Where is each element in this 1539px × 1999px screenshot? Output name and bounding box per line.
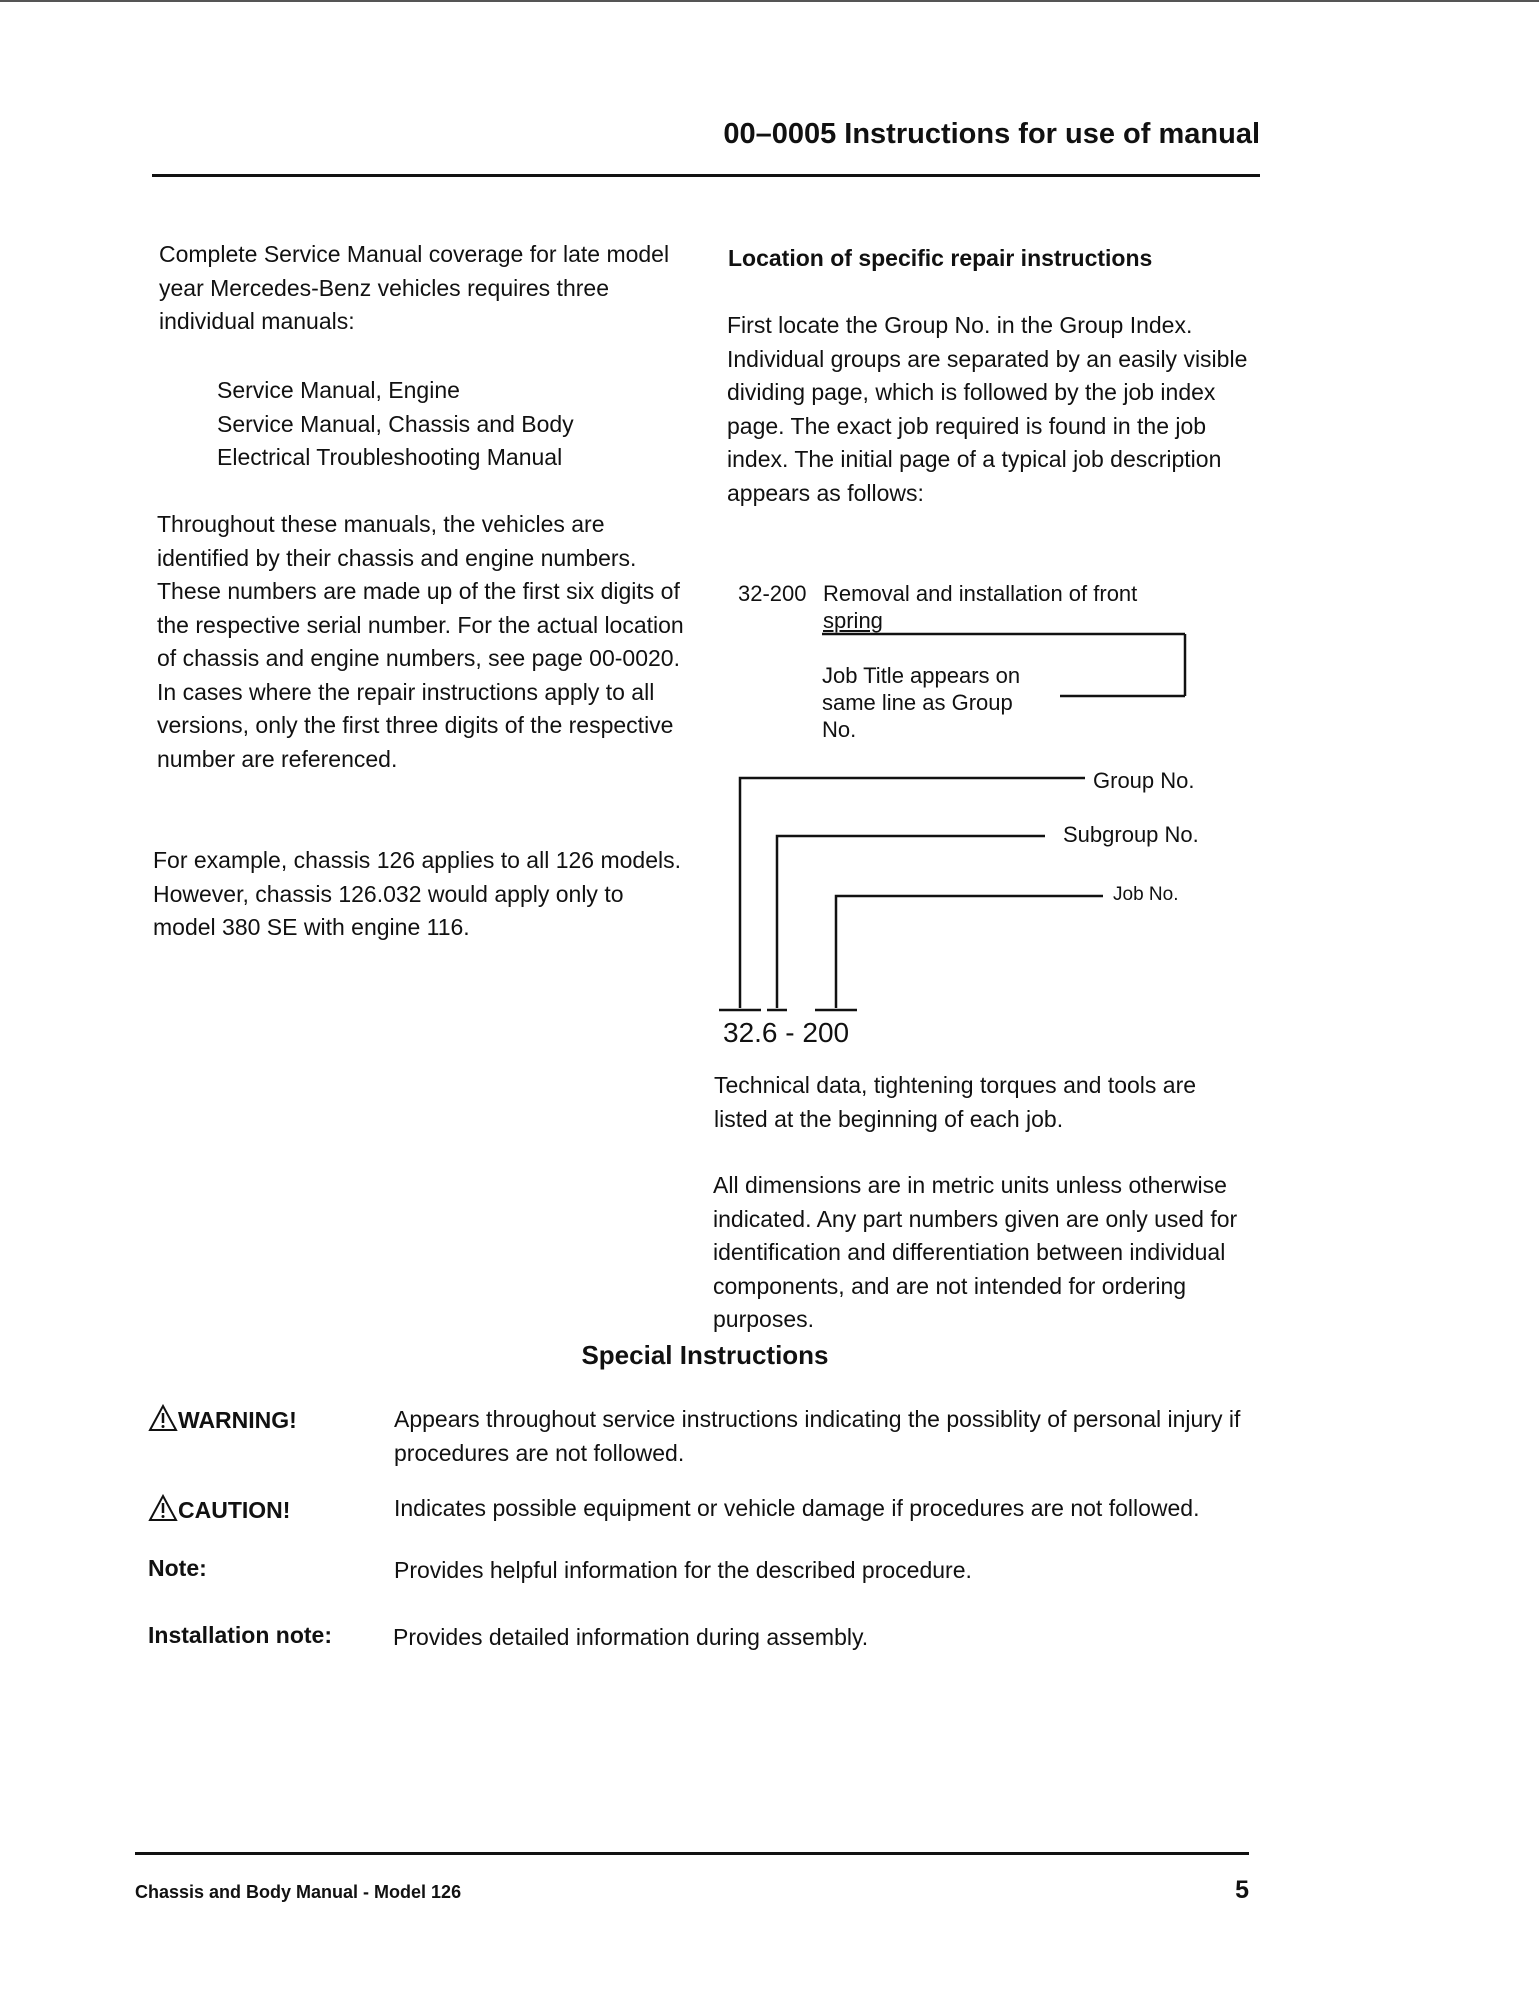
warning-triangle-icon	[148, 1404, 178, 1432]
header-divider	[152, 174, 1260, 177]
manual-list	[217, 374, 677, 475]
example-paragraph: For example, chassis 126 applies to all 126 models. However, chassis 126.032 would apply only to model 380 SE with engine 116.	[153, 847, 682, 940]
note-description: Provides helpful information for the described procedure.	[394, 1557, 972, 1583]
diagram-job-title-line: spring	[823, 608, 883, 633]
caution-label	[148, 1494, 290, 1524]
diagram-job-number: 32-200	[738, 581, 807, 606]
footer-divider	[135, 1852, 1249, 1855]
subgroup-leader-line	[777, 836, 1045, 1008]
caution-label-text: CAUTION!	[178, 1497, 291, 1523]
locate-paragraph: First locate the Group No. in the Group Index. Individual groups are separated by an easily visible dividing page, which is followed by the job index page. The exact job required is found in the job index. The initial page of a typical job description appears as follows:	[727, 312, 1248, 506]
manual-list-item: Service Manual, Chassis and Body	[217, 410, 574, 437]
diagram-callout-text: Job Title appears on same line as Group No.	[822, 663, 1021, 742]
manual-list-item: Electrical Troubleshooting Manual	[217, 444, 563, 470]
warning-triangle-icon	[148, 1494, 178, 1522]
page-number: 5	[1235, 1876, 1249, 1904]
diagram-subgroup-label: Subgroup No.	[1063, 822, 1199, 847]
page-title: 00–0005 Instructions for use of manual	[723, 118, 1260, 150]
diagram-job-title-line: Removal and installation of front	[823, 581, 1138, 606]
page-border	[0, 0, 1539, 2]
footer-manual-name: Chassis and Body Manual - Model 126	[135, 1882, 462, 1902]
dimensions-paragraph: All dimensions are in metric units unless otherwise indicated. Any part numbers given are only used for identification and differentiation between individual components, and are not intended for ordering purposes.	[713, 1172, 1238, 1332]
note-label: Note:	[148, 1555, 207, 1581]
warning-description: Appears throughout service instructions indicating the possiblity of personal injury if procedures are not followed.	[394, 1406, 1241, 1466]
section-heading: Location of specific repair instructions	[728, 245, 1153, 271]
job-leader-line	[836, 896, 1103, 1008]
diagram-example-number: 32.6 - 200	[723, 1017, 850, 1048]
diagram-group-label: Group No.	[1093, 768, 1195, 793]
manual-list-item: Service Manual, Engine	[217, 377, 460, 403]
warning-label	[148, 1404, 297, 1434]
diagram-job-title	[823, 580, 1183, 634]
intro-paragraph: Complete Service Manual coverage for late model year Mercedes-Benz vehicles requires three individual manuals:	[159, 241, 670, 334]
installation-note-description: Provides detailed information during assembly.	[393, 1624, 869, 1650]
chassis-numbers-paragraph: Throughout these manuals, the vehicles are identified by their chassis and engine numbers. These numbers are made up of the first six digits of the respective serial number. For the actual location of chassis and engine numbers, see page 00-0020. In cases where the repair instructions apply to all versions, only the first three digits of the respective number are referenced.	[157, 511, 684, 772]
diagram-job-label: Job No.	[1113, 884, 1179, 905]
caution-description: Indicates possible equipment or vehicle damage if procedures are not followed.	[394, 1495, 1200, 1521]
group-leader-line	[740, 778, 1085, 1008]
technical-data-paragraph: Technical data, tightening torques and tools are listed at the beginning of each job.	[714, 1072, 1197, 1132]
special-instructions-heading: Special Instructions	[581, 1340, 829, 1370]
installation-note-label: Installation note:	[148, 1622, 332, 1648]
warning-label-text: WARNING!	[178, 1407, 297, 1433]
